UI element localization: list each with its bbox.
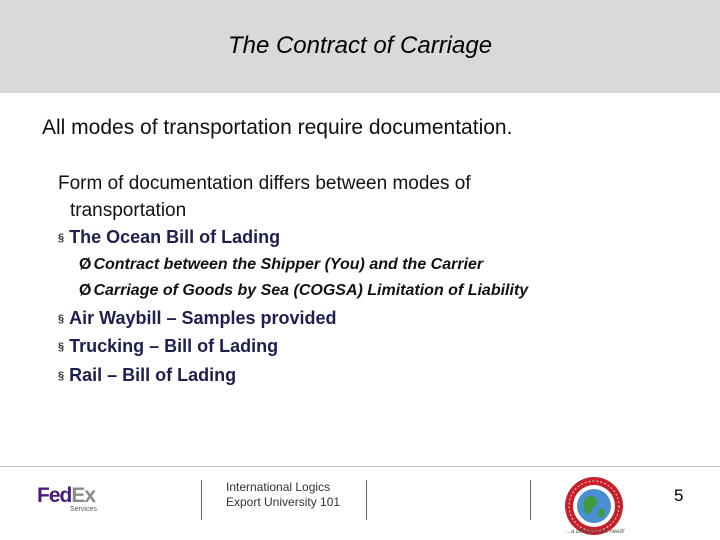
bullet-trucking	[58, 336, 278, 357]
bullet-air-waybill	[58, 308, 337, 329]
arrow-bullet-icon: Ø	[79, 282, 92, 299]
bullet-rail	[58, 365, 236, 386]
sub-bullet-cogsa	[79, 282, 528, 300]
page-number: 5	[674, 486, 684, 505]
square-bullet-icon: §	[58, 313, 65, 325]
bullet-ocean-bill	[58, 227, 280, 248]
sub-bullet-contract	[79, 256, 483, 274]
bullet-label: Air Waybill – Samples provided	[69, 308, 337, 328]
sub-statement-line1: Form of documentation differs between modes of	[58, 173, 471, 194]
square-bullet-icon: §	[58, 232, 65, 244]
footer-separator	[366, 480, 367, 520]
footer-divider	[0, 466, 720, 467]
sub-statement	[58, 170, 618, 224]
org-line1: International Logics	[226, 480, 331, 494]
footer-separator	[201, 480, 202, 520]
footer-separator	[530, 480, 531, 520]
university-seal-icon	[564, 476, 624, 536]
lead-statement: All modes of transportation require documentation.	[42, 116, 513, 139]
fedex-logo-sub: Services	[70, 506, 97, 513]
sub-bullet-label: Carriage of Goods by Sea (COGSA) Limitation of Liability	[93, 282, 529, 299]
sub-statement-line2: transportation	[70, 200, 187, 221]
bullet-label: The Ocean Bill of Lading	[69, 227, 281, 247]
bullet-label: Trucking – Bill of Lading	[69, 336, 279, 356]
square-bullet-icon: §	[58, 370, 65, 382]
arrow-bullet-icon: Ø	[79, 256, 92, 273]
org-line2: Export University 101	[226, 495, 341, 509]
bullet-label: Rail – Bill of Lading	[69, 365, 237, 385]
slide-title: The Contract of Carriage	[227, 32, 493, 59]
seal-tagline: ...a bridge you'll need!	[566, 529, 625, 535]
org-name	[226, 480, 340, 510]
fedex-logo-fe: Fed	[37, 484, 72, 507]
fedex-logo	[37, 484, 95, 508]
sub-bullet-label: Contract between the Shipper (You) and the Carrier	[93, 256, 484, 273]
fedex-logo-ex: Ex	[71, 484, 96, 507]
square-bullet-icon: §	[58, 341, 65, 353]
